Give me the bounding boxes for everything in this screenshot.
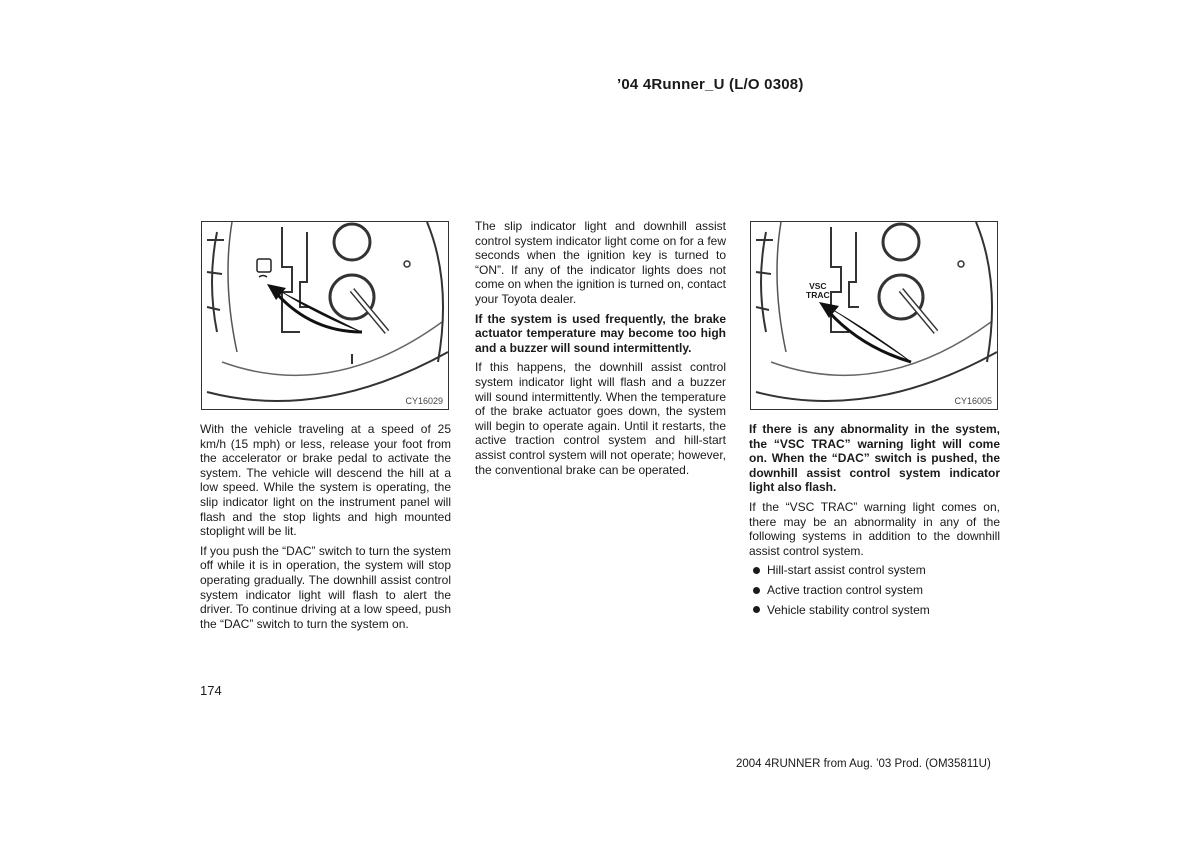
- instrument-panel-figure-vsc-trac: [750, 221, 998, 410]
- figure-code: CY16005: [954, 396, 992, 406]
- bold-paragraph: If the system is used frequently, the brake actuator temperature may become too high and a buzzer will sound intermittently.: [475, 311, 726, 355]
- instrument-panel-illustration: [751, 222, 997, 409]
- page-number: 174: [200, 683, 222, 698]
- bullet-icon: [753, 606, 760, 613]
- page-header: ’04 4Runner_U (L/O 0308): [617, 76, 804, 93]
- instrument-panel-illustration: [202, 222, 448, 409]
- list-item-text: Hill-start assist control system: [767, 563, 926, 578]
- page-footer: 2004 4RUNNER from Aug. ’03 Prod. (OM35811U): [736, 758, 991, 770]
- paragraph: If this happens, the downhill assist control system indicator light will flash and a buzzer will sound intermittently. When the temperature of the brake actuator goes down, the system will begin to operate again. Until it restarts, the active traction control system and hill-start assist control system will not operate; however, the conventional brake can be operated.: [475, 360, 726, 477]
- paragraph: If the “VSC TRAC” warning light comes on, there may be an abnormality in any of the following systems in addition to the downhill assist control system.: [749, 499, 1000, 558]
- list-item-text: Vehicle stability control system: [767, 602, 930, 617]
- bullet-list: [749, 563, 1000, 617]
- bullet-icon: [753, 587, 760, 594]
- bold-paragraph: If there is any abnormality in the system, the “VSC TRAC” warning light will come on. When the “DAC” switch is pushed, the downhill assist control system indicator light also flash.: [749, 422, 1000, 495]
- paragraph: The slip indicator light and downhill assist control system indicator light come on for a few seconds when the ignition key is turned to “ON”. If any of the indicator lights does not come on when the ignition is turned on, contact your Toyota dealer.: [475, 219, 726, 306]
- vsc-label: VSC: [809, 281, 827, 291]
- text-column-1: [200, 422, 451, 636]
- figure-code: CY16029: [405, 396, 443, 406]
- paragraph: With the vehicle traveling at a speed of 25 km/h (15 mph) or less, release your foot from the accelerator or brake pedal to activate the system. The vehicle will descend the hill at a low speed. While the system is operating, the slip indicator light on the instrument panel will flash and the stop lights and high mounted stoplight will be lit.: [200, 422, 451, 539]
- list-item: [749, 603, 1000, 618]
- list-item: [749, 563, 1000, 578]
- list-item-text: Active traction control system: [767, 583, 924, 598]
- vsc-trac-indicator: [806, 282, 830, 300]
- paragraph: If you push the “DAC” switch to turn the system off while it is in operation, the system will stop operating gradually. The downhill assist control system indicator light will flash to alert the driver. To continue driving at a low speed, push the “DAC” switch to turn the system on.: [200, 543, 451, 631]
- trac-label: TRAC: [806, 290, 830, 300]
- bullet-icon: [753, 567, 760, 574]
- text-column-3: [749, 422, 1000, 623]
- instrument-panel-figure-slip-indicator: [201, 221, 449, 410]
- text-column-2: [475, 219, 726, 482]
- list-item: [749, 583, 1000, 598]
